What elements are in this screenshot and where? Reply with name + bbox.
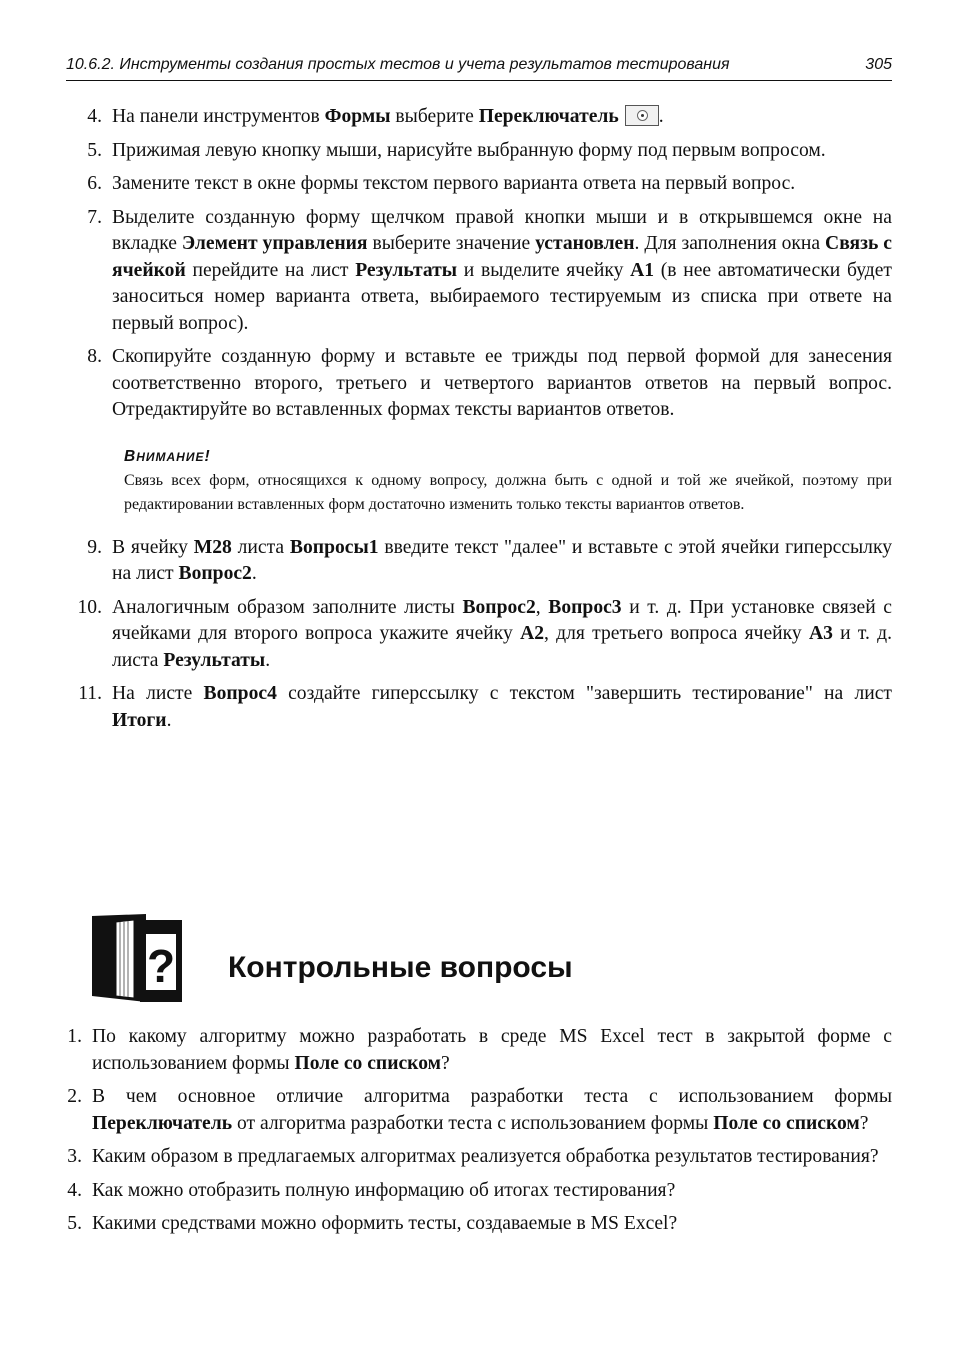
bold-term: Переключатель bbox=[478, 106, 619, 127]
list-item-text bbox=[104, 138, 892, 165]
text-run: выберите bbox=[390, 106, 479, 127]
notice-box bbox=[124, 448, 892, 517]
list-item bbox=[66, 138, 892, 165]
text-run: Каким образом в предлагаемых алгоритмах реализуется обработка результатов тестирования? bbox=[92, 1146, 879, 1167]
question-item-text bbox=[84, 1084, 892, 1137]
bold-term: Вопросы1 bbox=[289, 536, 379, 558]
question-item-number: 5. bbox=[67, 1213, 82, 1234]
list-item bbox=[66, 344, 892, 424]
bold-term: Вопрос3 bbox=[548, 596, 622, 618]
bold-term: установлен bbox=[535, 233, 635, 254]
instruction-steps bbox=[66, 104, 892, 741]
bold-term: Формы bbox=[324, 106, 391, 127]
list-item-text bbox=[104, 104, 892, 131]
list-item-text bbox=[104, 681, 892, 734]
page-number: 305 bbox=[865, 56, 892, 73]
list-item-number: 8. bbox=[87, 346, 102, 367]
bold-term: Элемент управления bbox=[181, 233, 368, 254]
question-item-text bbox=[84, 1211, 892, 1238]
list-item-number: 4. bbox=[87, 106, 102, 127]
text-run: На листе bbox=[112, 683, 204, 704]
bold-term: Переключатель bbox=[92, 1112, 233, 1134]
question-item bbox=[56, 1144, 892, 1171]
text-run: . bbox=[251, 563, 257, 584]
list-item bbox=[66, 171, 892, 198]
list-item bbox=[66, 595, 892, 675]
text-run: Выделите созданную форму щелчком правой кнопки мыши и в открывшемся окне на вкладке bbox=[112, 206, 892, 254]
section-heading bbox=[56, 912, 892, 1004]
list-item-text bbox=[104, 535, 892, 588]
bold-term: Вопрос4 bbox=[203, 683, 277, 704]
steps-list-part-1 bbox=[66, 104, 892, 424]
text-run: введите текст "далее" и вставьте с этой ячейки гиперссылку на лист bbox=[112, 536, 892, 584]
list-item bbox=[66, 535, 892, 588]
running-header bbox=[66, 56, 892, 74]
bold-term: Результаты bbox=[355, 259, 458, 281]
text-run: ? bbox=[441, 1052, 450, 1074]
questions-list bbox=[56, 1024, 892, 1238]
text-run: По какому алгоритму можно разработать в среде MS Excel тест в закрытой форме с использованием формы bbox=[92, 1026, 892, 1074]
text-run: и выделите ячейку bbox=[457, 259, 631, 281]
text-run: выберите значение bbox=[367, 233, 536, 254]
list-item-number: 6. bbox=[87, 173, 102, 194]
question-item-text bbox=[84, 1178, 892, 1205]
text-run: . bbox=[166, 709, 172, 731]
text-run: На панели инструментов bbox=[112, 106, 325, 127]
text-run: . Для заполнения окна bbox=[634, 233, 826, 254]
list-item-number: 9. bbox=[87, 536, 102, 558]
text-run: Аналогичным образом заполните листы bbox=[112, 596, 463, 618]
text-run: от алгоритма разработки теста с использованием формы bbox=[232, 1112, 714, 1134]
text-run: Прижимая левую кнопку мыши, нарисуйте выбранную форму под первым вопросом. bbox=[112, 139, 826, 161]
text-run: , bbox=[535, 596, 549, 618]
bold-term: Поле со списком bbox=[294, 1052, 441, 1074]
text-run: и т. д. При установке связей с ячейками для второго вопроса укажите ячейку bbox=[112, 596, 893, 644]
text-run: создайте гиперссылку с текстом "завершить тестирование" на лист bbox=[276, 683, 892, 704]
question-item-text bbox=[84, 1024, 892, 1077]
text-run: . bbox=[658, 106, 664, 127]
text-run: , для третьего вопроса ячейку bbox=[544, 623, 809, 644]
question-item bbox=[56, 1178, 892, 1205]
bold-term: М28 bbox=[193, 536, 232, 558]
bold-term: Вопрос2 bbox=[178, 563, 252, 584]
list-item-text bbox=[104, 344, 892, 424]
notice-title-end: ! bbox=[204, 447, 211, 465]
list-item-text bbox=[104, 171, 892, 198]
list-item-number: 11. bbox=[78, 683, 102, 704]
question-item bbox=[56, 1211, 892, 1238]
list-item-number: 10. bbox=[77, 596, 102, 618]
text-run: перейдите на лист bbox=[185, 259, 356, 281]
text-run: Как можно отобразить полную информацию об итогах тестирования? bbox=[92, 1179, 676, 1201]
text-run: Замените текст в окне формы текстом первого варианта ответа на первый вопрос. bbox=[112, 173, 796, 194]
header-section-title: 10.6.2. Инструменты создания простых тестов и учета результатов тестирования bbox=[66, 56, 730, 73]
text-run: и т. д. листа bbox=[112, 623, 892, 671]
bold-term: А2 bbox=[520, 623, 545, 644]
question-item-number: 4. bbox=[67, 1179, 82, 1201]
notice-text: Связь всех форм, относящихся к одному вопросу, должна быть с одной и той же ячейкой, поэтому при редактировании вставленных форм достаточно изменить только тексты вариантов ответов. bbox=[124, 471, 892, 513]
review-questions-section bbox=[56, 912, 892, 1245]
text-run: В чем основное отличие алгоритма разработки теста с использованием формы bbox=[92, 1086, 892, 1107]
questions-title: Контрольные вопросы bbox=[228, 951, 573, 984]
list-item bbox=[66, 104, 892, 131]
bold-term: Вопрос2 bbox=[462, 596, 536, 618]
list-item bbox=[66, 205, 892, 338]
text-run: Скопируйте созданную форму и вставьте ее трижды под первой формой для занесения соответственно второго, третьего и четвертого вариантов ответов на первый вопрос. Отредактируйте во вставленных формах тексты вариантов ответов. bbox=[112, 346, 892, 420]
question-item bbox=[56, 1024, 892, 1077]
list-item-text bbox=[104, 205, 892, 338]
list-item bbox=[66, 681, 892, 734]
text-run: ? bbox=[859, 1112, 869, 1134]
question-item-number: 3. bbox=[67, 1146, 82, 1167]
bold-term: Связь с ячейкой bbox=[112, 233, 893, 281]
bold-term: Поле со списком bbox=[713, 1112, 860, 1134]
list-item-number: 7. bbox=[87, 206, 102, 228]
question-item-number: 2. bbox=[67, 1086, 82, 1107]
bold-term: Итоги bbox=[112, 709, 167, 731]
text-run: В ячейку bbox=[112, 536, 194, 558]
notice-title-rest: НИМАНИЕ bbox=[136, 449, 205, 464]
text-run: (в нее автоматически будет заноситься номер варианта ответа, выбираемого тестируемым из списка при ответе на первый вопрос). bbox=[112, 259, 892, 334]
radio-button-icon bbox=[625, 105, 659, 126]
question-item-text bbox=[84, 1144, 892, 1171]
svg-text:?: ? bbox=[146, 940, 176, 992]
list-item-text bbox=[104, 595, 892, 675]
text-run: Какими средствами можно оформить тесты, создаваемые в MS Excel? bbox=[92, 1213, 678, 1234]
notice-title-first: В bbox=[124, 447, 137, 465]
question-item-number: 1. bbox=[67, 1026, 82, 1047]
list-item-number: 5. bbox=[87, 139, 102, 161]
question-book-icon bbox=[86, 912, 186, 1004]
header-rule bbox=[66, 80, 892, 81]
bold-term: А1 bbox=[630, 259, 655, 281]
bold-term: Результаты bbox=[163, 649, 266, 671]
text-run: . bbox=[265, 649, 271, 671]
question-item bbox=[56, 1084, 892, 1137]
notice-title bbox=[124, 448, 892, 466]
text-run: листа bbox=[231, 536, 290, 558]
bold-term: А3 bbox=[808, 623, 833, 644]
steps-list-part-2 bbox=[66, 535, 892, 735]
